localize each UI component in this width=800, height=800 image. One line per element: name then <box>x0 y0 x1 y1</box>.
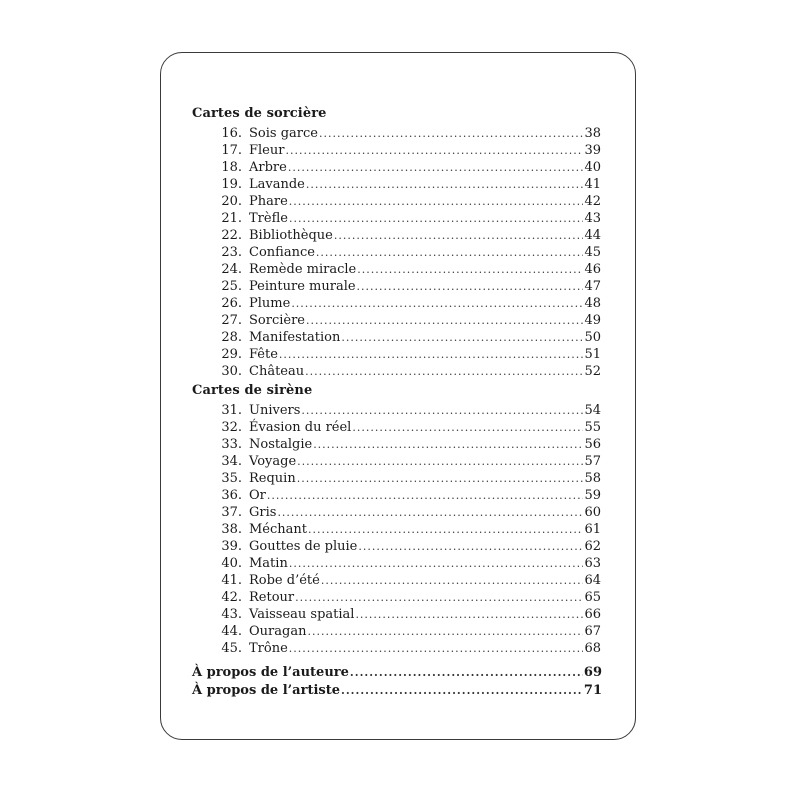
entry-page-number: 56 <box>584 437 601 452</box>
entry-number: 32. <box>221 420 242 435</box>
entry-label: Plume <box>249 296 291 311</box>
toc-entry[interactable] <box>192 125 602 142</box>
entry-page-number: 68 <box>584 641 601 656</box>
entry-label: À propos de l’artiste <box>192 683 340 698</box>
entry-label: Vaisseau spatial <box>249 607 355 622</box>
toc-entry[interactable] <box>192 329 602 346</box>
toc-entry[interactable] <box>192 504 602 521</box>
dot-leader <box>289 640 584 657</box>
entry-label: Nostalgie <box>249 437 313 452</box>
entry-label: Or <box>249 488 266 503</box>
entry-page-number: 41 <box>584 177 601 192</box>
entry-page-number: 42 <box>584 194 601 209</box>
toc-entry[interactable] <box>192 623 602 640</box>
entry-page-number: 64 <box>584 573 601 588</box>
entry-number: 34. <box>221 454 242 469</box>
dot-leader <box>358 538 583 555</box>
entry-label: Château <box>249 364 305 379</box>
toc-entry[interactable] <box>192 589 602 606</box>
entry-number: 21. <box>221 211 242 226</box>
entry-page-number: 43 <box>584 211 601 226</box>
entry-label: Remède miracle <box>249 262 357 277</box>
table-of-contents <box>192 103 602 700</box>
entry-page-number: 71 <box>583 683 602 698</box>
dot-leader <box>308 521 583 538</box>
entry-page-number: 65 <box>584 590 601 605</box>
entry-number: 18. <box>221 160 242 175</box>
entry-number: 37. <box>221 505 242 520</box>
entry-page-number: 55 <box>584 420 601 435</box>
dot-leader <box>319 125 583 142</box>
entry-number: 25. <box>221 279 242 294</box>
entry-number: 35. <box>221 471 242 486</box>
toc-entry[interactable] <box>192 312 602 329</box>
toc-entry[interactable] <box>192 346 602 363</box>
toc-entry[interactable] <box>192 363 602 380</box>
dot-leader <box>357 278 584 295</box>
dot-leader <box>279 346 584 363</box>
toc-entry[interactable] <box>192 470 602 487</box>
dot-leader <box>306 176 584 193</box>
toc-entry[interactable] <box>192 402 602 419</box>
toc-entry[interactable] <box>192 487 602 504</box>
toc-entry[interactable] <box>192 606 602 623</box>
toc-entry[interactable] <box>192 538 602 555</box>
dot-leader <box>267 487 584 504</box>
entry-label: Requin <box>249 471 296 486</box>
entry-number: 36. <box>221 488 242 503</box>
entry-page-number: 50 <box>584 330 601 345</box>
entry-page-number: 59 <box>584 488 601 503</box>
entry-number: 40. <box>221 556 242 571</box>
entry-number: 22. <box>221 228 242 243</box>
entry-page-number: 52 <box>584 364 601 379</box>
entry-page-number: 60 <box>584 505 601 520</box>
entry-label: Retour <box>249 590 295 605</box>
dot-leader <box>295 589 583 606</box>
entry-number: 28. <box>221 330 242 345</box>
entry-label: Trône <box>249 641 288 656</box>
entry-number: 41. <box>221 573 242 588</box>
entry-label: Sois garce <box>249 126 318 141</box>
entry-page-number: 63 <box>584 556 601 571</box>
dot-leader <box>297 470 584 487</box>
toc-entry[interactable] <box>192 210 602 227</box>
entry-number: 33. <box>221 437 242 452</box>
section-title: Cartes de sirène <box>192 383 313 398</box>
toc-entry[interactable] <box>192 193 602 210</box>
toc-entry[interactable] <box>192 227 602 244</box>
entry-label: Matin <box>249 556 288 571</box>
entry-label: Robe d’été <box>249 573 320 588</box>
toc-entry[interactable] <box>192 176 602 193</box>
entry-page-number: 62 <box>584 539 601 554</box>
entry-page-number: 67 <box>584 624 601 639</box>
entry-number: 38. <box>221 522 242 537</box>
entry-label: Sorcière <box>249 313 305 328</box>
entry-label: Univers <box>249 403 301 418</box>
entry-number: 43. <box>221 607 242 622</box>
dot-leader <box>334 227 584 244</box>
entry-number: 39. <box>221 539 242 554</box>
dot-leader <box>277 504 583 521</box>
entry-label: Trèfle <box>249 211 288 226</box>
entry-page-number: 40 <box>584 160 601 175</box>
toc-section <box>192 103 602 380</box>
entry-page-number: 58 <box>584 471 601 486</box>
entry-number: 23. <box>221 245 242 260</box>
toc-entry[interactable] <box>192 640 602 657</box>
dot-leader <box>307 623 583 640</box>
entry-page-number: 46 <box>584 262 601 277</box>
entry-number: 29. <box>221 347 242 362</box>
entry-number: 30. <box>221 364 242 379</box>
entry-label: Phare <box>249 194 288 209</box>
entry-label: Bibliothèque <box>249 228 333 243</box>
dot-leader <box>289 555 584 572</box>
entry-page-number: 57 <box>584 454 601 469</box>
entry-label: Fête <box>249 347 278 362</box>
dot-leader <box>355 606 583 623</box>
dot-leader <box>316 244 584 261</box>
entry-label: Voyage <box>249 454 297 469</box>
entry-number: 26. <box>221 296 242 311</box>
entry-label: Peinture murale <box>249 279 356 294</box>
toc-entry[interactable] <box>192 295 602 312</box>
entry-label: Lavande <box>249 177 305 192</box>
entry-number: 45. <box>221 641 242 656</box>
entry-number: 27. <box>221 313 242 328</box>
dot-leader <box>352 419 583 436</box>
entry-page-number: 38 <box>584 126 601 141</box>
dot-leader <box>341 682 583 700</box>
entry-page-number: 49 <box>584 313 601 328</box>
toc-entry[interactable] <box>192 521 602 538</box>
toc-entry[interactable] <box>192 419 602 436</box>
entry-page-number: 54 <box>584 403 601 418</box>
dot-leader <box>321 572 584 589</box>
entry-label: Fleur <box>249 143 285 158</box>
entry-label: Méchant <box>249 522 308 537</box>
entry-page-number: 45 <box>584 245 601 260</box>
entry-number: 19. <box>221 177 242 192</box>
dot-leader <box>305 363 583 380</box>
entry-page-number: 61 <box>584 522 601 537</box>
dot-leader <box>291 295 583 312</box>
entry-page-number: 69 <box>583 665 602 680</box>
dot-leader <box>306 312 583 329</box>
dot-leader <box>301 402 583 419</box>
entry-page-number: 51 <box>584 347 601 362</box>
entry-number: 20. <box>221 194 242 209</box>
entry-number: 44. <box>221 624 242 639</box>
toc-entry[interactable] <box>192 244 602 261</box>
toc-entry[interactable] <box>192 261 602 278</box>
dot-leader <box>289 193 584 210</box>
entry-number: 42. <box>221 590 242 605</box>
entry-page-number: 66 <box>584 607 601 622</box>
toc-section <box>192 380 602 657</box>
dot-leader <box>297 453 583 470</box>
entry-label: Arbre <box>249 160 287 175</box>
dot-leader <box>350 664 583 682</box>
toc-entry[interactable] <box>192 159 602 176</box>
entry-page-number: 48 <box>584 296 601 311</box>
dot-leader <box>341 329 583 346</box>
dot-leader <box>285 142 583 159</box>
entry-label: Manifestation <box>249 330 341 345</box>
dot-leader <box>313 436 583 453</box>
entry-page-number: 44 <box>584 228 601 243</box>
section-title: Cartes de sorcière <box>192 106 327 121</box>
entry-label: Gouttes de pluie <box>249 539 358 554</box>
entry-page-number: 47 <box>584 279 601 294</box>
entry-number: 31. <box>221 403 242 418</box>
dot-leader <box>357 261 583 278</box>
toc-entry[interactable] <box>192 142 602 159</box>
entry-label: À propos de l’auteure <box>192 665 349 680</box>
appendix-entry[interactable] <box>192 682 602 700</box>
entry-label: Gris <box>249 505 277 520</box>
toc-entry[interactable] <box>192 436 602 453</box>
entry-page-number: 39 <box>584 143 601 158</box>
entry-number: 24. <box>221 262 242 277</box>
appendix-list <box>192 664 602 700</box>
entry-label: Ouragan <box>249 624 307 639</box>
toc-entry[interactable] <box>192 555 602 572</box>
entry-number: 16. <box>221 126 242 141</box>
appendix-entry[interactable] <box>192 664 602 682</box>
toc-entry[interactable] <box>192 572 602 589</box>
dot-leader <box>289 210 584 227</box>
entry-number: 17. <box>221 143 242 158</box>
toc-entry[interactable] <box>192 453 602 470</box>
toc-entry[interactable] <box>192 278 602 295</box>
entry-label: Évasion du réel <box>249 420 352 435</box>
dot-leader <box>288 159 584 176</box>
entry-label: Confiance <box>249 245 315 260</box>
